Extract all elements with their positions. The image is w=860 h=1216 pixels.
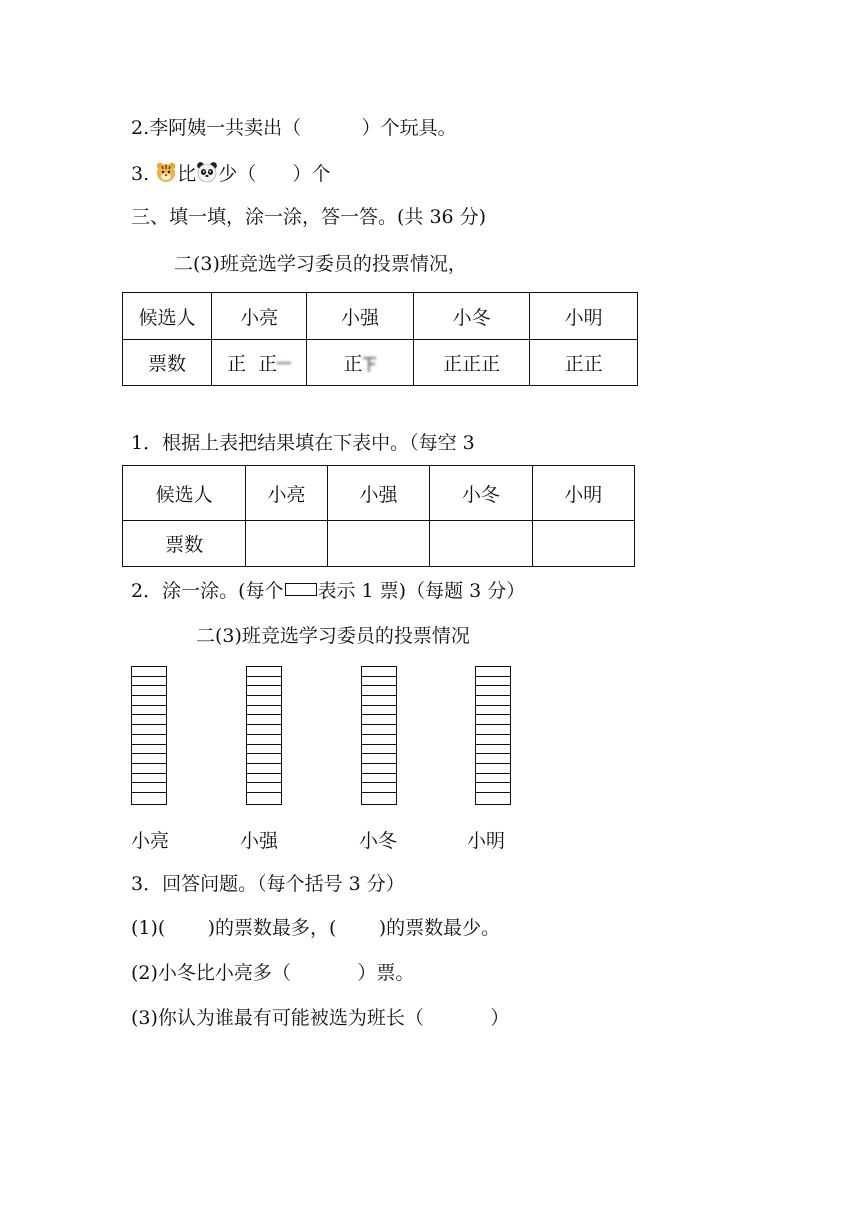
bar-cell[interactable] bbox=[476, 677, 510, 687]
bar-cell[interactable] bbox=[247, 793, 281, 803]
bar-cell[interactable] bbox=[476, 783, 510, 793]
bar-cell[interactable] bbox=[247, 745, 281, 755]
header-cell: 小强 bbox=[307, 293, 414, 340]
question-2 bbox=[131, 116, 457, 140]
question-number: 2. bbox=[131, 117, 150, 139]
bar-cell[interactable] bbox=[476, 715, 510, 725]
vote-intro: 二(3)班竞选学习委员的投票情况， bbox=[174, 253, 467, 275]
bar-column-1[interactable] bbox=[131, 666, 167, 805]
tally-marks: 正 正 bbox=[227, 353, 278, 375]
header-cell: 小冬 bbox=[413, 293, 529, 340]
task-2-text-end: 表示 1 票)（每题 3 分） bbox=[317, 580, 526, 602]
answer-cell[interactable] bbox=[430, 521, 532, 567]
task-3-title: 3．回答问题。（每个括号 3 分） bbox=[131, 873, 405, 895]
answer-cell[interactable] bbox=[327, 521, 429, 567]
bar-cell[interactable] bbox=[362, 696, 396, 706]
bar-cell[interactable] bbox=[132, 696, 166, 706]
compare-word: 比 bbox=[177, 163, 197, 185]
bar-cell[interactable] bbox=[362, 677, 396, 687]
bar-cell[interactable] bbox=[476, 735, 510, 745]
question-text: 李阿姨一共卖出（ bbox=[149, 117, 302, 139]
bar-cell[interactable] bbox=[132, 686, 166, 696]
bar-cell[interactable] bbox=[362, 783, 396, 793]
bar-cell[interactable] bbox=[362, 686, 396, 696]
task-2 bbox=[131, 579, 525, 603]
bar-cell[interactable] bbox=[247, 725, 281, 735]
bar-cell[interactable] bbox=[476, 745, 510, 755]
header-cell: 小强 bbox=[327, 466, 429, 521]
header-cell: 小亮 bbox=[211, 293, 306, 340]
panda-icon bbox=[196, 161, 218, 183]
task-1: 1．根据上表把结果填在下表中。（每空 3 bbox=[131, 432, 475, 454]
bar-column-3[interactable] bbox=[361, 666, 397, 805]
section-title: 三、填一填，涂一涂，答一答。(共 36 分) bbox=[131, 206, 487, 228]
bar-cell[interactable] bbox=[132, 764, 166, 774]
question-text-end: 少（ ）个 bbox=[218, 163, 331, 185]
tally-cell bbox=[211, 340, 306, 386]
bar-cell[interactable] bbox=[362, 706, 396, 716]
table-header-row bbox=[123, 293, 638, 340]
question-number: 3. bbox=[131, 163, 150, 185]
header-cell: 小冬 bbox=[430, 466, 532, 521]
bar-cell[interactable] bbox=[132, 754, 166, 764]
task-3-question-2: (2)小冬比小亮多（ ）票。 bbox=[131, 962, 415, 984]
bar-cell[interactable] bbox=[476, 764, 510, 774]
answer-cell[interactable] bbox=[532, 521, 634, 567]
header-cell: 小亮 bbox=[246, 466, 328, 521]
table-row bbox=[123, 521, 635, 567]
task-3-question-1: (1)( )的票数最多，( )的票数最少。 bbox=[131, 917, 501, 939]
bar-cell[interactable] bbox=[476, 706, 510, 716]
bar-cell[interactable] bbox=[132, 715, 166, 725]
header-cell: 小明 bbox=[532, 466, 634, 521]
row-label: 票数 bbox=[123, 521, 246, 567]
partial-tally-mark bbox=[363, 356, 377, 372]
bar-label: 小冬 bbox=[359, 830, 398, 852]
tally-cell: 正正正 bbox=[413, 340, 529, 386]
bar-cell[interactable] bbox=[132, 677, 166, 687]
answer-cell[interactable] bbox=[246, 521, 328, 567]
bar-cell[interactable] bbox=[132, 745, 166, 755]
bar-cell[interactable] bbox=[132, 793, 166, 803]
bar-cell[interactable] bbox=[247, 774, 281, 784]
bar-cell[interactable] bbox=[362, 774, 396, 784]
bar-cell[interactable] bbox=[476, 725, 510, 735]
bar-cell[interactable] bbox=[247, 783, 281, 793]
bar-cell[interactable] bbox=[362, 667, 396, 677]
bar-cell[interactable] bbox=[476, 754, 510, 764]
bar-cell[interactable] bbox=[247, 706, 281, 716]
bar-cell[interactable] bbox=[476, 696, 510, 706]
table-row bbox=[123, 340, 638, 386]
question-3 bbox=[131, 161, 330, 186]
header-cell: 小明 bbox=[530, 293, 638, 340]
bar-cell[interactable] bbox=[132, 783, 166, 793]
bar-cell[interactable] bbox=[247, 715, 281, 725]
bar-cell[interactable] bbox=[476, 774, 510, 784]
header-cell: 候选人 bbox=[123, 466, 246, 521]
tiger-icon bbox=[155, 161, 177, 183]
partial-tally-mark bbox=[277, 362, 291, 364]
tally-table bbox=[122, 292, 638, 386]
bar-column-2[interactable] bbox=[246, 666, 282, 805]
bar-cell[interactable] bbox=[247, 696, 281, 706]
answer-blank[interactable] bbox=[301, 117, 361, 139]
tally-marks: 正 bbox=[343, 353, 363, 375]
header-cell: 候选人 bbox=[123, 293, 212, 340]
bar-label: 小强 bbox=[240, 830, 279, 852]
bar-cell[interactable] bbox=[362, 745, 396, 755]
bar-label: 小亮 bbox=[131, 830, 170, 852]
unit-box-icon bbox=[285, 583, 317, 596]
task-3-question-3: (3)你认为谁最有可能被选为班长（ ） bbox=[131, 1007, 510, 1029]
bar-cell[interactable] bbox=[132, 667, 166, 677]
bar-cell[interactable] bbox=[476, 686, 510, 696]
bar-cell[interactable] bbox=[362, 754, 396, 764]
bar-cell[interactable] bbox=[362, 715, 396, 725]
task-2-text: 2．涂一涂。(每个 bbox=[131, 580, 284, 602]
bar-column-4[interactable] bbox=[475, 666, 511, 805]
bar-cell[interactable] bbox=[362, 793, 396, 803]
answer-table bbox=[122, 465, 635, 567]
bar-label: 小明 bbox=[467, 830, 506, 852]
tally-cell: 正正 bbox=[530, 340, 638, 386]
bar-cell[interactable] bbox=[362, 764, 396, 774]
bar-cell[interactable] bbox=[476, 793, 510, 803]
bar-cell[interactable] bbox=[476, 667, 510, 677]
row-label: 票数 bbox=[123, 340, 212, 386]
bar-cell[interactable] bbox=[132, 706, 166, 716]
table-header-row bbox=[123, 466, 635, 521]
bar-cell[interactable] bbox=[132, 735, 166, 745]
bar-cell[interactable] bbox=[362, 735, 396, 745]
bar-cell[interactable] bbox=[132, 774, 166, 784]
bar-cell[interactable] bbox=[247, 735, 281, 745]
bar-cell[interactable] bbox=[247, 754, 281, 764]
tally-cell bbox=[307, 340, 414, 386]
question-text-end: ）个玩具。 bbox=[361, 117, 457, 139]
bar-cell[interactable] bbox=[132, 725, 166, 735]
chart-title: 二(3)班竞选学习委员的投票情况 bbox=[196, 625, 470, 647]
bar-cell[interactable] bbox=[247, 764, 281, 774]
bar-cell[interactable] bbox=[247, 677, 281, 687]
bar-cell[interactable] bbox=[362, 725, 396, 735]
bar-cell[interactable] bbox=[247, 667, 281, 677]
bar-cell[interactable] bbox=[247, 686, 281, 696]
